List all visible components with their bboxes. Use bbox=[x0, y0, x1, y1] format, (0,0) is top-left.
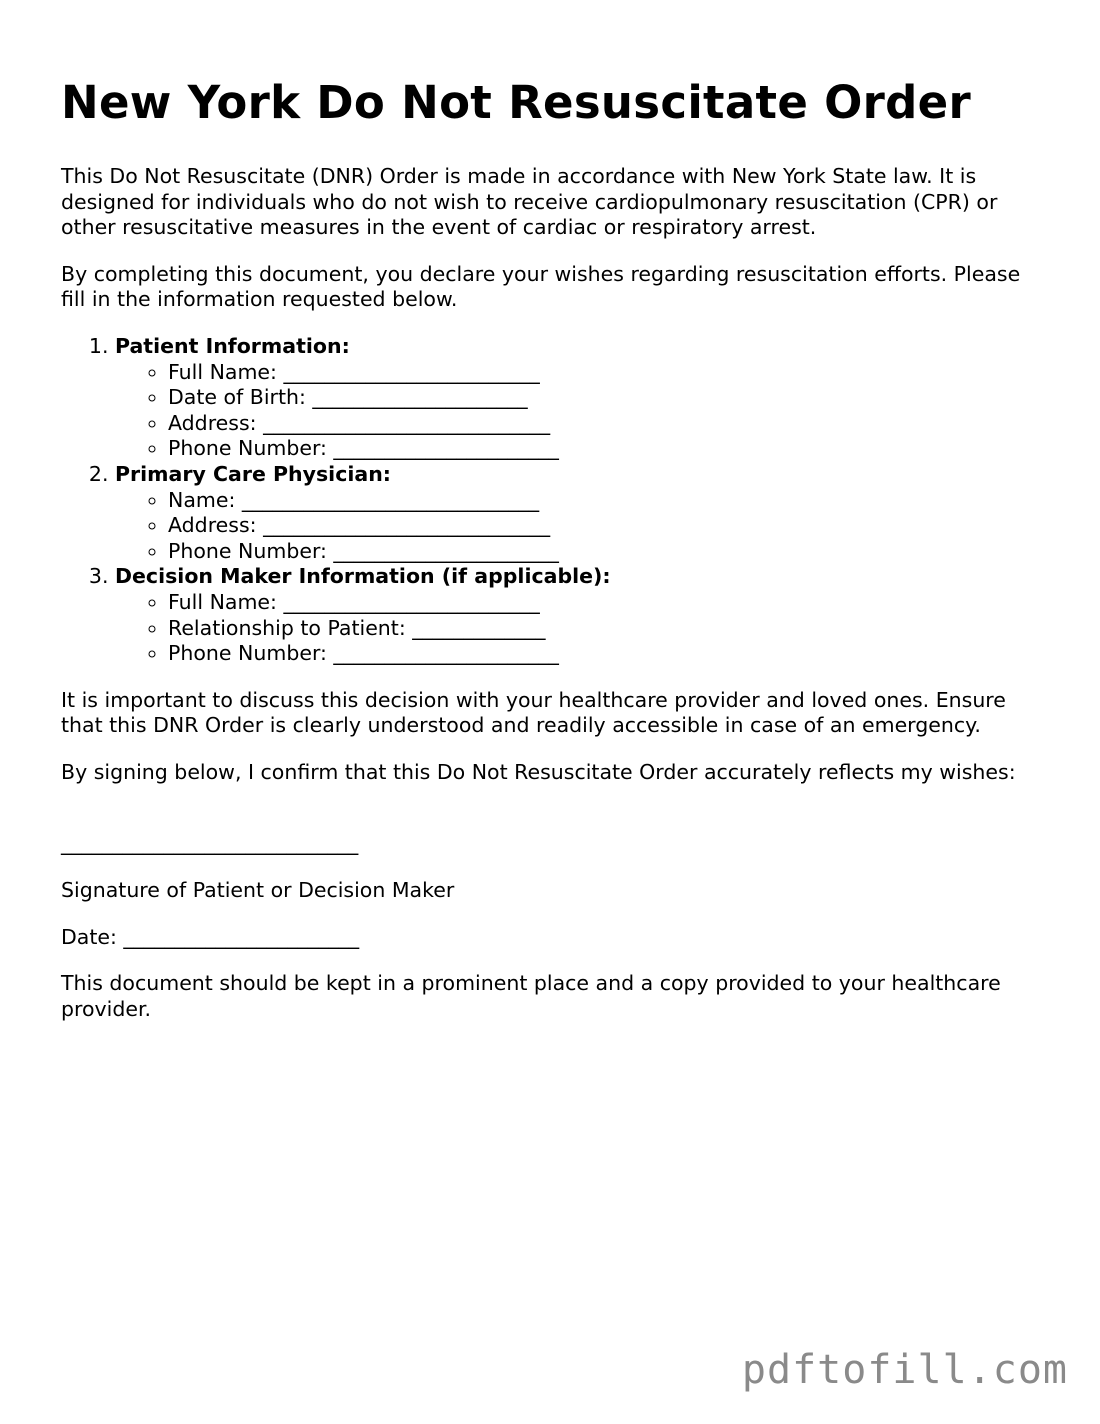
field-decision-maker-full-name[interactable]: ◦ Full Name: _________________________ bbox=[168, 590, 1051, 616]
closing-paragraph-1: It is important to discuss this decision with your healthcare provider and loved ones. Ensure that this DNR Order is clearly understood and readily accessible in case of an emergency. bbox=[61, 687, 1006, 738]
watermark-text: pdftofill.com bbox=[741, 1347, 1068, 1393]
section-title: Primary Care Physician: bbox=[115, 461, 392, 486]
section-title: Decision Maker Information (if applicable): bbox=[115, 564, 611, 589]
field-patient-date-of-birth[interactable]: ◦ Date of Birth: _____________________ bbox=[168, 385, 1051, 411]
field-decision-maker-phone-number[interactable]: ◦ Phone Number: ______________________ bbox=[168, 641, 1051, 667]
date-field[interactable]: Date: _______________________ bbox=[61, 924, 360, 949]
form-sections-list bbox=[61, 334, 1051, 667]
section-decision-maker-information bbox=[115, 564, 1051, 666]
field-list bbox=[115, 360, 1051, 462]
field-patient-phone-number[interactable]: ◦ Phone Number: ______________________ bbox=[168, 436, 1051, 462]
field-physician-address[interactable]: ◦ Address: ____________________________ bbox=[168, 513, 1051, 539]
signature-line[interactable]: _____________________________ bbox=[61, 831, 359, 856]
field-list bbox=[115, 488, 1051, 565]
field-patient-full-name[interactable]: ◦ Full Name: _________________________ bbox=[168, 360, 1051, 386]
closing-paragraph-2: By signing below, I confirm that this Do Not Resuscitate Order accurately reflects my wishes: bbox=[61, 759, 1016, 784]
document-page bbox=[61, 74, 1051, 1043]
document-title: New York Do Not Resuscitate Order bbox=[61, 76, 971, 129]
field-physician-name[interactable]: ◦ Name: _____________________________ bbox=[168, 488, 1051, 514]
field-physician-phone-number[interactable]: ◦ Phone Number: ______________________ bbox=[168, 539, 1051, 565]
section-patient-information bbox=[115, 334, 1051, 462]
section-title: Patient Information: bbox=[115, 333, 350, 358]
intro-paragraph-1: This Do Not Resuscitate (DNR) Order is made in accordance with New York State law. It is designed for individuals who do not wish to receive cardiopulmonary resuscitation (CPR) or other resuscitative measures in the event of cardiac or respiratory arrest. bbox=[61, 164, 998, 240]
signature-label: Signature of Patient or Decision Maker bbox=[61, 878, 455, 903]
field-decision-maker-relationship[interactable]: ◦ Relationship to Patient: _____________ bbox=[168, 616, 1051, 642]
section-primary-care-physician bbox=[115, 462, 1051, 564]
field-patient-address[interactable]: ◦ Address: ____________________________ bbox=[168, 411, 1051, 437]
field-list bbox=[115, 590, 1051, 667]
footer-note: This document should be kept in a prominent place and a copy provided to your healthcare provider. bbox=[61, 971, 1001, 1021]
intro-paragraph-2: By completing this document, you declare your wishes regarding resuscitation efforts. Please fill in the information requested below. bbox=[61, 261, 1021, 312]
